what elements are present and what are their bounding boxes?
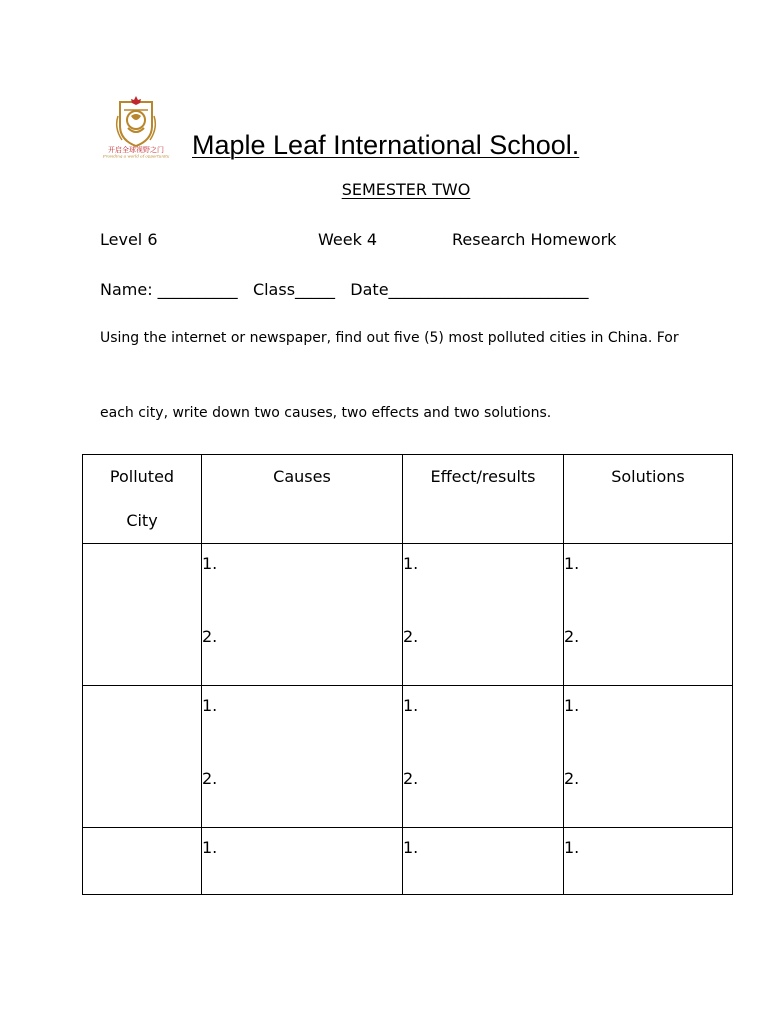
table-row bbox=[83, 828, 733, 895]
effects-cell[interactable] bbox=[403, 544, 564, 686]
effects-cell[interactable] bbox=[403, 686, 564, 828]
solutions-cell[interactable] bbox=[564, 686, 733, 828]
list-number: 1. bbox=[403, 696, 419, 715]
svg-text:开启全球视野之门: 开启全球视野之门 bbox=[108, 146, 164, 154]
list-number: 1. bbox=[564, 554, 580, 573]
svg-text:Providing a world of opportuni: Providing a world of opportunity bbox=[102, 153, 170, 158]
week-label: Week 4 bbox=[318, 230, 378, 249]
city-cell[interactable] bbox=[83, 686, 202, 828]
semester-title: SEMESTER TWO bbox=[341, 180, 471, 199]
table-row bbox=[83, 544, 733, 686]
table-row bbox=[83, 686, 733, 828]
list-number: 2. bbox=[403, 627, 419, 646]
list-number: 1. bbox=[403, 838, 419, 857]
name-class-date-line: Name: __________ Class_____ Date_________________________ bbox=[100, 280, 589, 299]
list-number: 2. bbox=[564, 627, 580, 646]
list-number: 1. bbox=[202, 554, 218, 573]
list-number: 1. bbox=[202, 838, 218, 857]
list-number: 1. bbox=[564, 838, 580, 857]
maple-leaf-crest-icon bbox=[98, 96, 174, 158]
effects-cell[interactable] bbox=[403, 828, 564, 895]
list-number: 2. bbox=[564, 769, 580, 788]
list-number: 1. bbox=[564, 696, 580, 715]
homework-title: Research Homework bbox=[452, 230, 617, 249]
research-table bbox=[82, 454, 733, 895]
causes-cell[interactable] bbox=[202, 828, 403, 895]
list-number: 2. bbox=[202, 769, 218, 788]
city-cell[interactable] bbox=[83, 544, 202, 686]
school-logo bbox=[98, 96, 174, 158]
instruction-line-1: Using the internet or newspaper, find out five (5) most polluted cities in China. For bbox=[100, 330, 679, 346]
table-header-row bbox=[83, 455, 733, 544]
instruction-line-2: each city, write down two causes, two effects and two solutions. bbox=[100, 405, 552, 421]
header-effect-results: Effect/results bbox=[403, 455, 564, 544]
list-number: 2. bbox=[202, 627, 218, 646]
level-label: Level 6 bbox=[100, 230, 158, 249]
list-number: 1. bbox=[403, 554, 419, 573]
header-polluted-city: Polluted City bbox=[83, 455, 202, 544]
header-solutions: Solutions bbox=[564, 455, 733, 544]
school-name: Maple Leaf International School. bbox=[192, 130, 580, 160]
list-number: 1. bbox=[202, 696, 218, 715]
causes-cell[interactable] bbox=[202, 544, 403, 686]
solutions-cell[interactable] bbox=[564, 544, 733, 686]
list-number: 2. bbox=[403, 769, 419, 788]
city-cell[interactable] bbox=[83, 828, 202, 895]
causes-cell[interactable] bbox=[202, 686, 403, 828]
solutions-cell[interactable] bbox=[564, 828, 733, 895]
header-causes: Causes bbox=[202, 455, 403, 544]
